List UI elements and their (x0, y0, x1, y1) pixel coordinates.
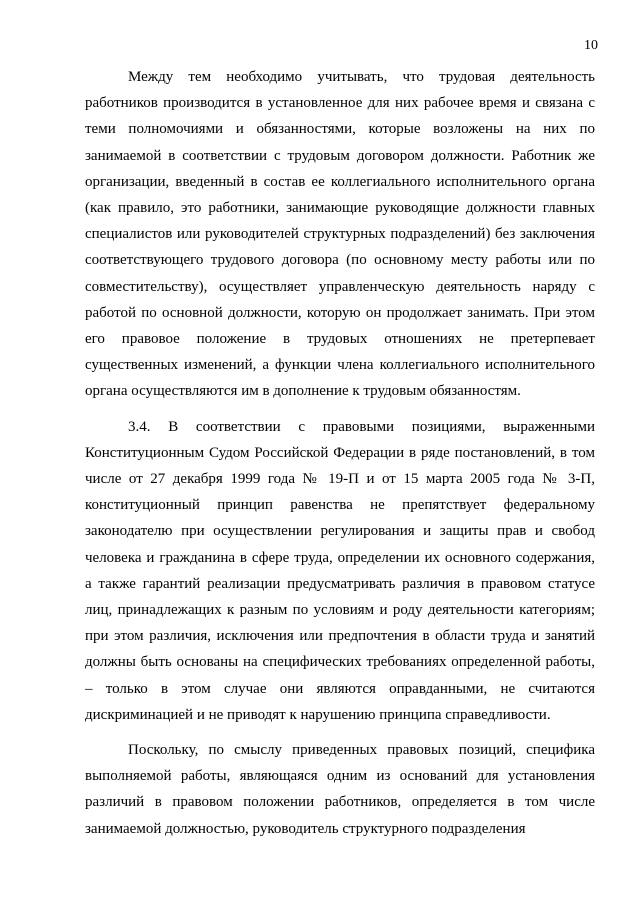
document-body (85, 64, 595, 842)
paragraph-2: 3.4. В соответствии с правовыми позициями, выраженными Конституционным Судом Российской Федерации в ряде постановлений, в том числе от 27 декабря 1999 года № 19-П и от 15 марта 2005 года № 3-П, конституционный принцип равенства не препятствует федеральному законодателю при осуществлении регулирования и защиты прав и свобод человека и гражданина в сфере труда, определении их основного содержания, а также гарантий реализации предусматривать различия в правовом статусе лиц, принадлежащих к разным по условиям и роду деятельности категориям; при этом различия, исключения или предпочтения в области труда и занятий должны быть основаны на специфических требованиях определенной работы, – только в этом случае они являются оправданными, не считаются дискриминацией и не приводят к нарушению принципа справедливости. (85, 418, 595, 723)
page-number: 10 (584, 38, 598, 53)
paragraph-1: Между тем необходимо учитывать, что трудовая деятельность работников производится в установленное для них рабочее время и связана с теми полномочиями и обязанностями, которые возложены на них по занимаемой в соответствии с трудовым договором должности. Работник же организации, введенный в состав ее коллегиального исполнительного органа (как правило, это работники, занимающие руководящие должности главных специалистов или руководителей структурных подразделений) без заключения соответствующего трудового договора (по основному месту работы или по совместительству), осуществляет управленческую деятельность наряду с работой по основной должности, которую он продолжает занимать. При этом его правовое положение в трудовых отношениях не претерпевает существенных изменений, а функции члена коллегиального исполнительного органа осуществляются им в дополнение к трудовым обязанностям. (85, 69, 595, 400)
paragraph-3: Поскольку, по смыслу приведенных правовых позиций, специфика выполняемой работы, являющаяся одним из оснований для установления различий в правовом положении работников, определяется в том числе занимаемой должностью, руководитель структурного подразделения (85, 742, 595, 837)
